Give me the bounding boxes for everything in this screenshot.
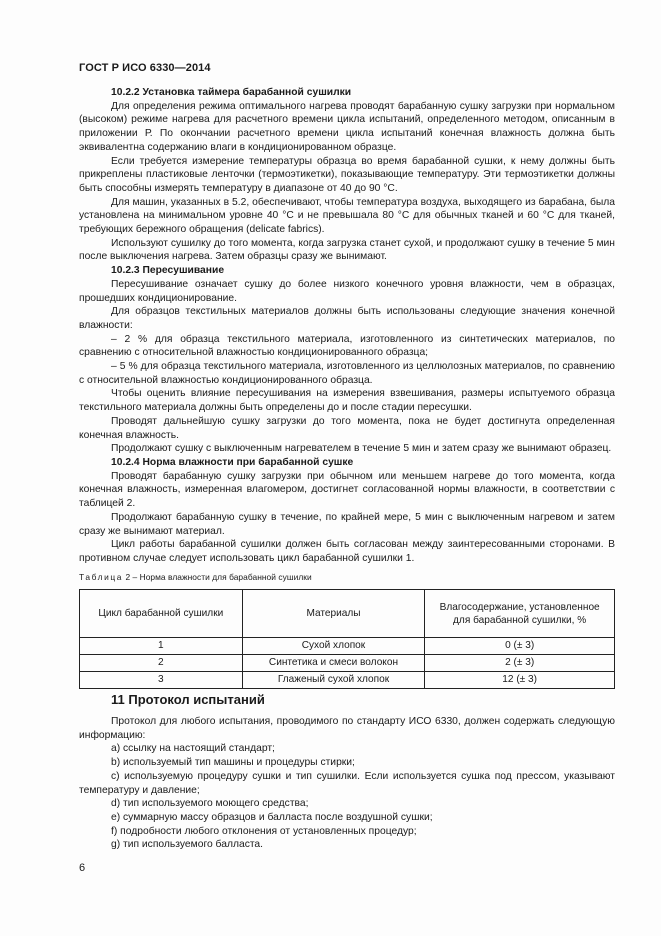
paragraph: Для образцов текстильных материалов должны быть использованы следующие значения конечной влажности: — [79, 306, 615, 331]
cell-cycle: 3 — [80, 672, 243, 689]
paragraph: Продолжают сушку с выключенным нагревателем в течение 5 мин и затем сразу же вынимают образец. — [111, 443, 612, 455]
paragraph: Проводят дальнейшую сушку загрузки до того момента, пока не будет достигнута определенная конечная влажность. — [79, 415, 615, 441]
standard-header: ГОСТ Р ИСО 6330—2014 — [79, 62, 211, 74]
table-caption — [79, 571, 615, 585]
header-materials: Материалы — [242, 590, 425, 638]
list-item: – 2 % для образца текстильного материала, изготовленного из синтетических материалов, по сравнению с относительной влажностью кондиционированного образца; — [79, 333, 615, 359]
paragraph: Продолжают барабанную сушку в течение, по крайней мере, 5 мин с выключенным нагревом и затем сразу же вынимают материал. — [79, 511, 615, 537]
cell-moisture: 0 (± 3) — [425, 638, 615, 655]
section-11-title: 11 Протокол испытаний — [111, 692, 265, 708]
list-item: d) тип используемого моющего средства; — [111, 798, 309, 810]
paragraph: Если требуется измерение температуры образца во время барабанной сушки, к нему должны быть прикреплены пластиковые ленточки (термоэтикетки), показывающие температуру. Эти термоэтикетки должны быть способны измерять температуру в диапазоне от 40 до 90 °С. — [79, 155, 615, 194]
section-10-2-2-title: 10.2.2 Установка таймера барабанной сушилки — [111, 87, 352, 98]
list-item: – 5 % для образца текстильного материала, изготовленного из целлюлозных материалов, по сравнению с относительной влажностью кондиционированного образца. — [79, 361, 615, 386]
header-moisture: Влагосодержание, установленное для барабанной сушилки, % — [425, 590, 615, 638]
table-caption-text: 2 – Норма влажности для барабанной сушилки — [125, 571, 312, 582]
paragraph: Протокол для любого испытания, проводимого по стандарту ИСО 6330, должен содержать следующую информацию: — [79, 716, 615, 741]
cell-cycle: 2 — [80, 655, 243, 672]
table-row — [80, 672, 615, 689]
cell-moisture: 12 (± 3) — [425, 672, 615, 689]
cell-moisture: 2 (± 3) — [425, 655, 615, 672]
document-body — [79, 86, 615, 852]
table-caption-word: Таблица — [79, 571, 124, 582]
paragraph: Для определения режима оптимального нагрева проводят барабанную сушку загрузки при нормальном (высоком) режиме нагрева для расчетного времени цикла испытаний, определенного методом, описанным в приложении Р. По окончании расчетного времени цикла испытаний конечная влажность должна быть эквивалентна содержанию влаги в кондиционированном образце. — [79, 100, 615, 153]
cell-material: Сухой хлопок — [242, 638, 425, 655]
paragraph: Используют сушилку до того момента, когда загрузка станет сухой, и продолжают сушку в течение 5 мин после выключения нагрева. Затем образцы сразу же вынимают. — [79, 237, 615, 263]
paragraph: Пересушивание означает сушку до более низкого конечного уровня влажности, чем в образцах, прошедших кондиционирование. — [79, 278, 615, 304]
list-item: g) тип используемого балласта. — [111, 839, 264, 851]
section-10-2-4-title: 10.2.4 Норма влажности при барабанной сушке — [111, 456, 354, 468]
table-row — [80, 655, 615, 672]
list-item: e) суммарную массу образцов и балласта после воздушной сушки; — [111, 811, 433, 823]
cell-cycle: 1 — [80, 638, 243, 655]
paragraph: Цикл работы барабанной сушилки должен быть согласован между заинтересованными сторонами. В противном случае следует использовать цикл барабанной сушилки 1. — [79, 539, 615, 564]
moisture-table — [79, 589, 615, 689]
cell-material: Синтетика и смеси волокон — [242, 655, 425, 672]
list-item: f) подробности любого отклонения от установленных процедур; — [111, 825, 417, 837]
cell-material: Глаженый сухой хлопок — [242, 672, 425, 689]
paragraph: Для машин, указанных в 5.2, обеспечивают, чтобы температура воздуха, выходящего из барабана, была установлена на минимальном уровне 40 °С и не превышала 80 °С для обычных тканей и 60 °С для тканей, требующих бережного обращения (delicate fabrics). — [79, 196, 615, 236]
list-item: a) ссылку на настоящий стандарт; — [111, 743, 275, 755]
paragraph: Чтобы оценить влияние пересушивания на измерения взвешивания, размеры испытуемого образца текстильного материала должны быть определены до и после стадии пересушки. — [79, 388, 615, 414]
header-cycle: Цикл барабанной сушилки — [80, 590, 243, 638]
section-10-2-3-title: 10.2.3 Пересушивание — [111, 265, 225, 277]
paragraph: Проводят барабанную сушку загрузки при обычном или меньшем нагреве до того момента, когда конечная влажность, измеренная влагомером, достигнет согласованной нормы влажности, в соответствии с таблицей 2. — [79, 470, 615, 510]
page-number: 6 — [79, 862, 86, 874]
list-item: b) используемый тип машины и процедуры стирки; — [111, 757, 355, 769]
table-row — [80, 638, 615, 655]
table-header-row — [80, 590, 615, 638]
list-item: c) используемую процедуру сушки и тип сушилки. Если используется сушка под прессом, указывают температуру и давление; — [79, 770, 615, 796]
